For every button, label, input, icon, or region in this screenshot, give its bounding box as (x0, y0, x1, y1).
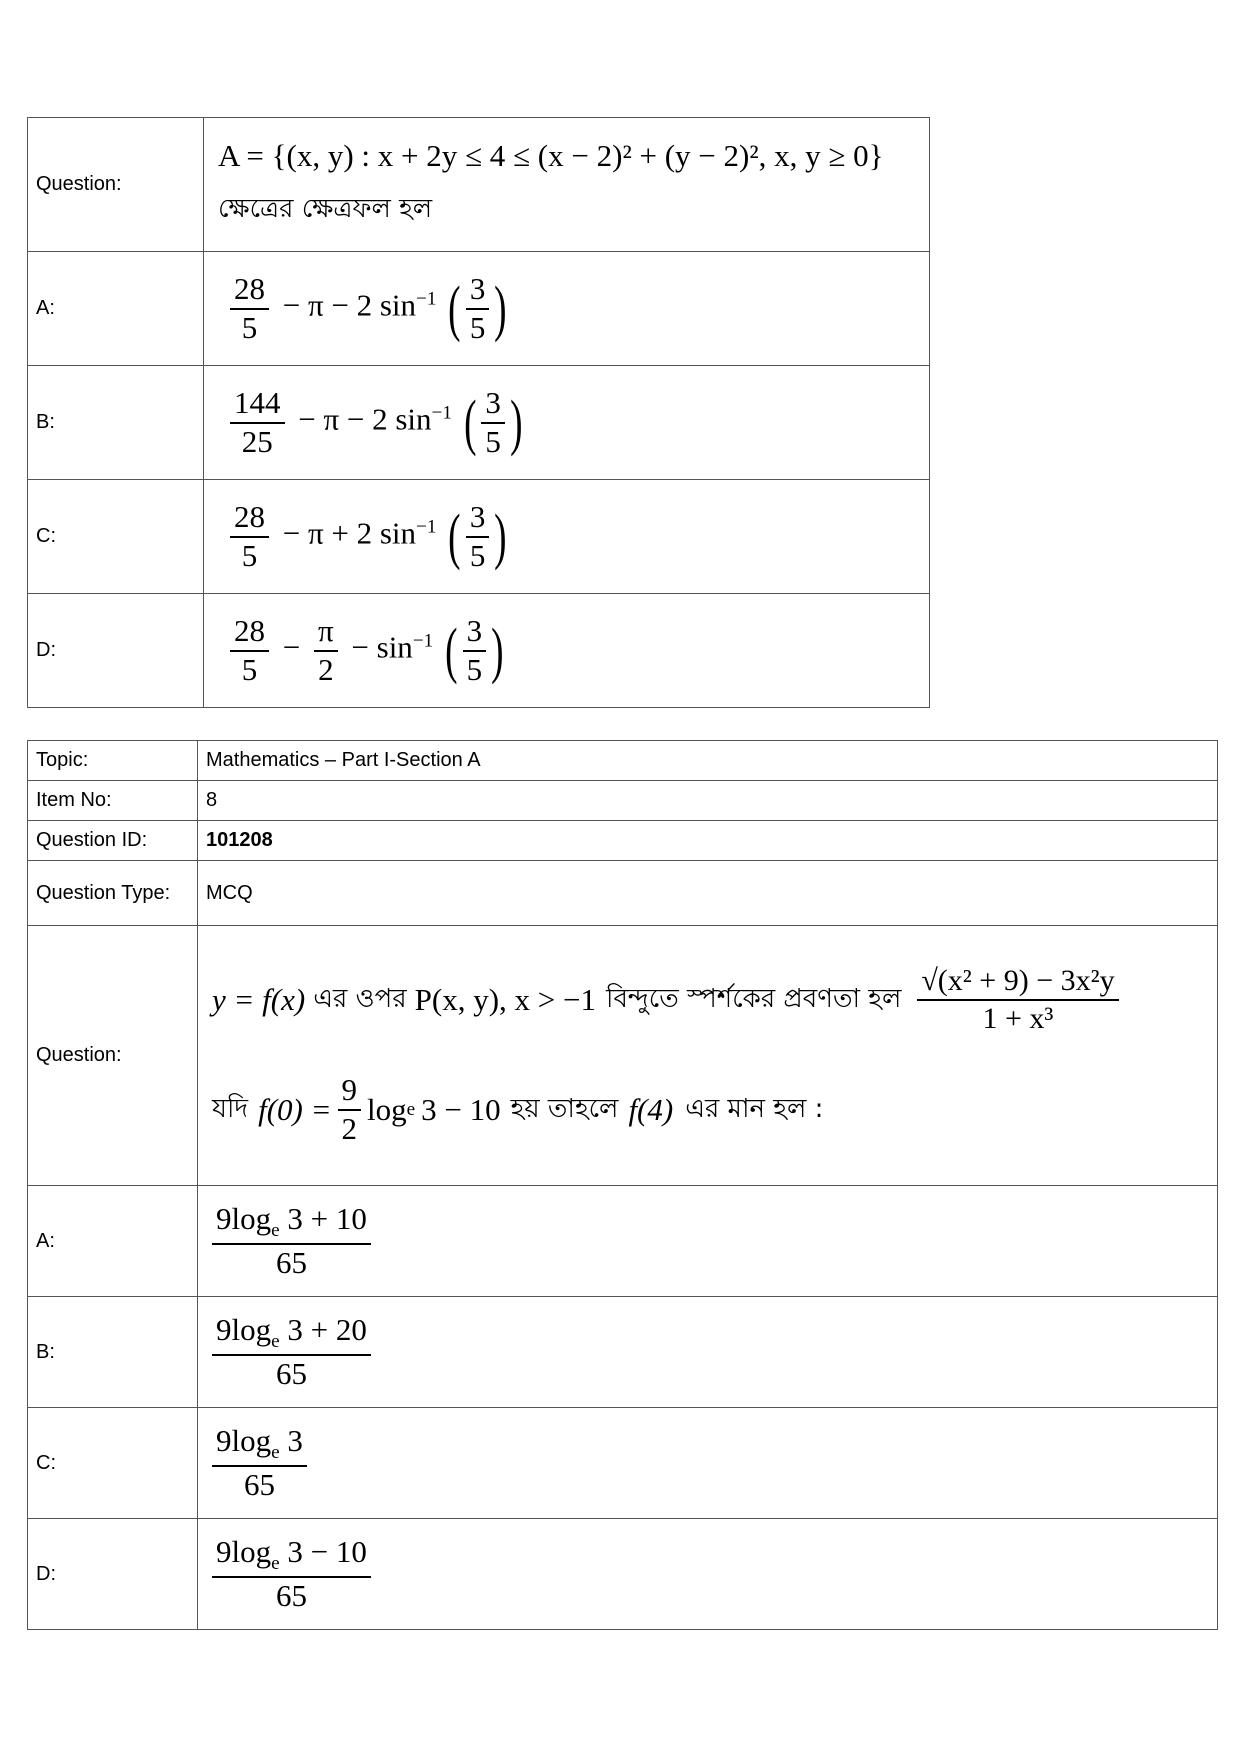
option-label: B: (28, 1297, 198, 1408)
option-fraction: $\frac{9\log_e 3}{65}$ (212, 1425, 307, 1502)
bn-text: হয় তাহলে (510, 1094, 619, 1124)
point-expr: P(x, y), x > −1 (414, 981, 596, 1017)
log: log (367, 1092, 407, 1127)
option-row[interactable] (28, 1519, 1218, 1630)
option-label: A: (28, 252, 204, 366)
question-id-value: 101208 (198, 821, 1218, 861)
option-label: C: (28, 480, 204, 594)
option-row[interactable]: D: $\frac{28}{5}$ − $\frac{\pi}{2}$ − $\sin^{-1}$ ( $\frac{3}{5}$ ) (28, 594, 930, 708)
pi-fraction: $\frac{\pi}{2}$ (314, 615, 338, 686)
question-2-table: Topic: Mathematics – Part I-Section A Item No: 8 Question ID: 101208 Question Type: MCQ Question: y = f(x) এর ওপর P(x, y), x > −1 বিন্দুতে স্পর্শকের প্রবণতা হল $\frac{\text{√(x² + 9) − 3x²y}}{\text{1 + x³}}$ যদি f(0) = $\frac{9}{2}$ log e 3 − 10 হয় তাহলে f(4) এর মান হল : A: $\frac{9\log_e 3 + 10}{65}$ B: $\frac{9\log_e 3 + 20}{65}$ C: $\frac{9\log_e 3}{65}$ D: $\frac{9\log_e 3 - 10}{65}$ (27, 740, 1218, 1630)
fraction: $\frac{28}{5}$ (230, 615, 269, 686)
topic-label: Topic: (28, 741, 198, 781)
bn-text: যদি (212, 1094, 249, 1124)
bn-text: বিন্দুতে স্পর্শকের প্রবণতা হল (606, 983, 902, 1014)
option-label: B: (28, 366, 204, 480)
option-expression: − sin (351, 629, 413, 665)
option-fraction: $\frac{9\log_e 3 + 20}{65}$ (212, 1314, 371, 1391)
option-row[interactable] (28, 1297, 1218, 1408)
question-id-label: Question ID: (28, 821, 198, 861)
question-type-value: MCQ (198, 861, 1218, 926)
option-label: D: (28, 1519, 198, 1630)
option-row[interactable]: C: $\frac{28}{5}$ − π + 2 $\sin^{-1}$ ( $\frac{3}{5}$ ) (28, 480, 930, 594)
fraction: $\frac{28}{5}$ (230, 273, 269, 344)
question-type-label: Question Type: (28, 861, 198, 926)
slope-fraction: $\frac{\text{√(x² + 9) − 3x²y}}{\text{1 + x³}}$ (917, 965, 1118, 1034)
question-label: Question: (28, 926, 198, 1186)
option-row[interactable] (28, 1408, 1218, 1519)
question-1-table (27, 117, 930, 708)
question-text-bn: ক্ষেত্রের ক্ষেত্রফল হল (218, 193, 433, 224)
topic-value: Mathematics – Part I-Section A (198, 741, 1218, 781)
nine-half-fraction: $\frac{9}{2}$ (338, 1074, 362, 1145)
option-expression: − π − 2 sin (282, 287, 417, 323)
option-fraction: $\frac{9\log_e 3 - 10}{65}$ (212, 1536, 371, 1613)
item-no-value: 8 (198, 781, 1218, 821)
option-expression: − π − 2 sin (298, 401, 432, 437)
option-row[interactable]: B: $\frac{144}{25}$ − π − 2 $\sin^{-1}$ ( $\frac{3}{5}$ ) (28, 366, 930, 480)
fraction: $\frac{28}{5}$ (230, 501, 269, 572)
option-label: D: (28, 594, 204, 708)
fraction: $\frac{144}{25}$ (230, 387, 285, 458)
bn-text: এর ওপর (313, 983, 407, 1014)
set-expression: A = {(x, y) : x + 2y ≤ 4 ≤ (x − 2)² + (y − 2)², x, y ≥ 0} (218, 137, 884, 173)
option-row[interactable]: A: $\frac{28}{5}$ − π − 2 $\sin^{-1}$ ( $\frac{3}{5}$ ) (28, 252, 930, 366)
f0: f(0) = (258, 1092, 332, 1127)
item-no-label: Item No: (28, 781, 198, 821)
option-fraction: $\frac{9\log_e 3 + 10}{65}$ (212, 1203, 371, 1280)
option-label: A: (28, 1186, 198, 1297)
eq-y-fx: y = f(x) (212, 981, 306, 1017)
option-expression: − π + 2 sin (282, 515, 417, 551)
f4: f(4) (628, 1092, 674, 1127)
question-label: Question: (28, 118, 204, 252)
bn-text: এর মান হল : (685, 1094, 824, 1124)
option-label: C: (28, 1408, 198, 1519)
option-row[interactable] (28, 1186, 1218, 1297)
log-rest: 3 − 10 (421, 1092, 501, 1127)
